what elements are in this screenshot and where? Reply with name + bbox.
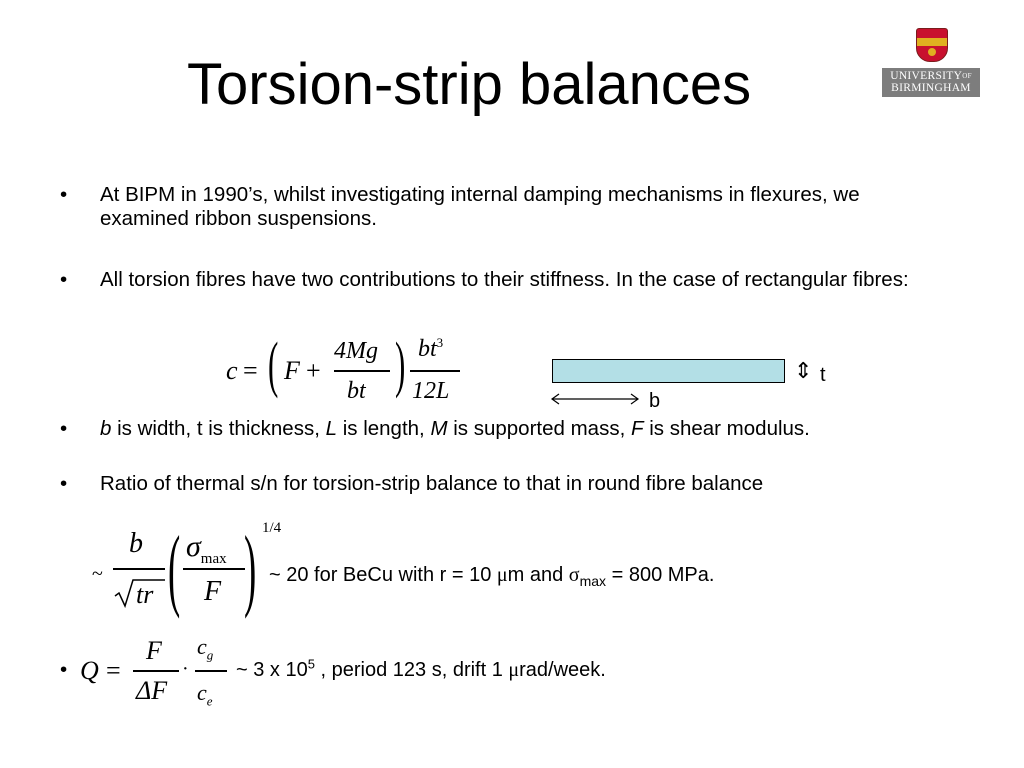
bullet-text-part: is length,: [337, 417, 431, 440]
formula-q-dF: ΔF: [136, 676, 168, 705]
formula-ratio-tail: [269, 563, 714, 587]
fraction-bar: [334, 370, 390, 372]
tail-text: = 800 MPa.: [606, 564, 715, 586]
bullet-text-part: is supported mass,: [447, 417, 631, 440]
formula-c-lhs: c: [226, 356, 238, 385]
tail-exp: 5: [307, 656, 315, 672]
formula-q-eq: =: [106, 656, 121, 685]
formula-c-den1: bt: [347, 378, 366, 404]
width-label: b: [649, 390, 661, 412]
fraction-bar: [113, 568, 165, 570]
formula-ratio-sqrt-arg: tr: [136, 580, 154, 609]
sigma-symbol: σ: [186, 530, 201, 563]
paren-right: ): [244, 517, 257, 619]
bullet-marker: •: [60, 658, 68, 681]
university-logo: [882, 28, 980, 97]
bullet-marker: •: [60, 268, 68, 291]
tail-text: m and: [507, 564, 569, 586]
formula-c-num2-exp: 3: [436, 335, 444, 350]
crest-icon: [916, 28, 948, 62]
paren-left: (: [168, 517, 181, 619]
leftright-arrow-icon: [550, 392, 640, 406]
fraction-bar: [410, 370, 460, 372]
mu-symbol: μ: [508, 659, 520, 681]
formula-ratio-sigma: [186, 530, 227, 567]
formula-q-F: F: [146, 636, 162, 665]
bullet-marker: •: [60, 417, 68, 440]
var-M: M: [430, 417, 448, 440]
bullet-text-variables: [100, 417, 900, 441]
cg-c: c: [197, 634, 207, 659]
fraction-bar: [183, 568, 245, 570]
formula-c-F: F: [284, 356, 300, 385]
var-b: b: [100, 417, 112, 440]
bullet-marker: •: [60, 472, 68, 495]
formula-ratio-exponent: 1/4: [262, 520, 282, 536]
fraction-bar: [195, 670, 227, 672]
cg-sub: g: [206, 647, 214, 663]
mu-symbol: μ: [496, 564, 508, 586]
tail-text: ~ 3 x 10: [236, 659, 308, 681]
formula-q-Q: Q: [80, 656, 99, 685]
tail-text: , period 123 s, drift 1: [314, 659, 509, 681]
formula-c-num2: [418, 336, 443, 363]
formula-c-plus: +: [306, 356, 321, 385]
fraction-bar: [133, 670, 179, 672]
tail-text: ~ 20 for BeCu with r = 10: [269, 564, 497, 586]
thickness-label: t: [820, 364, 826, 386]
formula-c-den2: 12L: [412, 378, 450, 404]
sigma-sub: max: [579, 573, 607, 589]
strip-cross-section: [552, 359, 785, 383]
slide-title: Torsion-strip balances: [187, 52, 752, 117]
bullet-text-bipm: At BIPM in 1990’s, whilst investigating internal damping mechanisms in flexures, we examined ribbon suspensions.: [100, 183, 860, 230]
var-L: L: [325, 417, 337, 440]
formula-c-num1: 4Mg: [334, 338, 378, 364]
paren-right: ): [395, 331, 406, 399]
logo-wordmark: [882, 68, 980, 97]
formula-c-eq: =: [243, 356, 258, 385]
bullet-marker: •: [60, 183, 68, 206]
ce-c: c: [197, 680, 207, 705]
sigma-sub: max: [200, 551, 227, 567]
formula-ratio-b: b: [129, 528, 143, 559]
formula-q-ce: [197, 680, 213, 709]
bullet-text-part: is width, t is thickness,: [111, 417, 326, 440]
logo-line1: UNIVERSITY: [890, 70, 963, 82]
paren-left: (: [268, 331, 279, 399]
bullet-text-part: is shear modulus.: [643, 417, 810, 440]
updown-arrow-icon: ⇕: [794, 358, 813, 383]
formula-q-dot: ·: [182, 658, 189, 680]
formula-ratio-tilde: ~: [92, 563, 103, 585]
var-F: F: [630, 417, 644, 440]
sigma-symbol: σ: [568, 564, 580, 586]
tail-text: rad/week.: [519, 659, 606, 681]
formula-q-tail: [236, 658, 606, 682]
logo-line2: BIRMINGHAM: [891, 82, 971, 94]
bullet-text-stiffness: All torsion fibres have two contributions to their stiffness. In the case of rectangular fibres:: [100, 268, 909, 291]
logo-of: OF: [962, 72, 972, 80]
formula-ratio-F: F: [204, 576, 222, 607]
bullet-text-ratio: Ratio of thermal s/n for torsion-strip balance to that in round fibre balance: [100, 472, 764, 495]
formula-q-cg: [197, 634, 214, 663]
ce-sub: e: [206, 693, 213, 709]
formula-c-num2-base: bt: [418, 336, 437, 362]
